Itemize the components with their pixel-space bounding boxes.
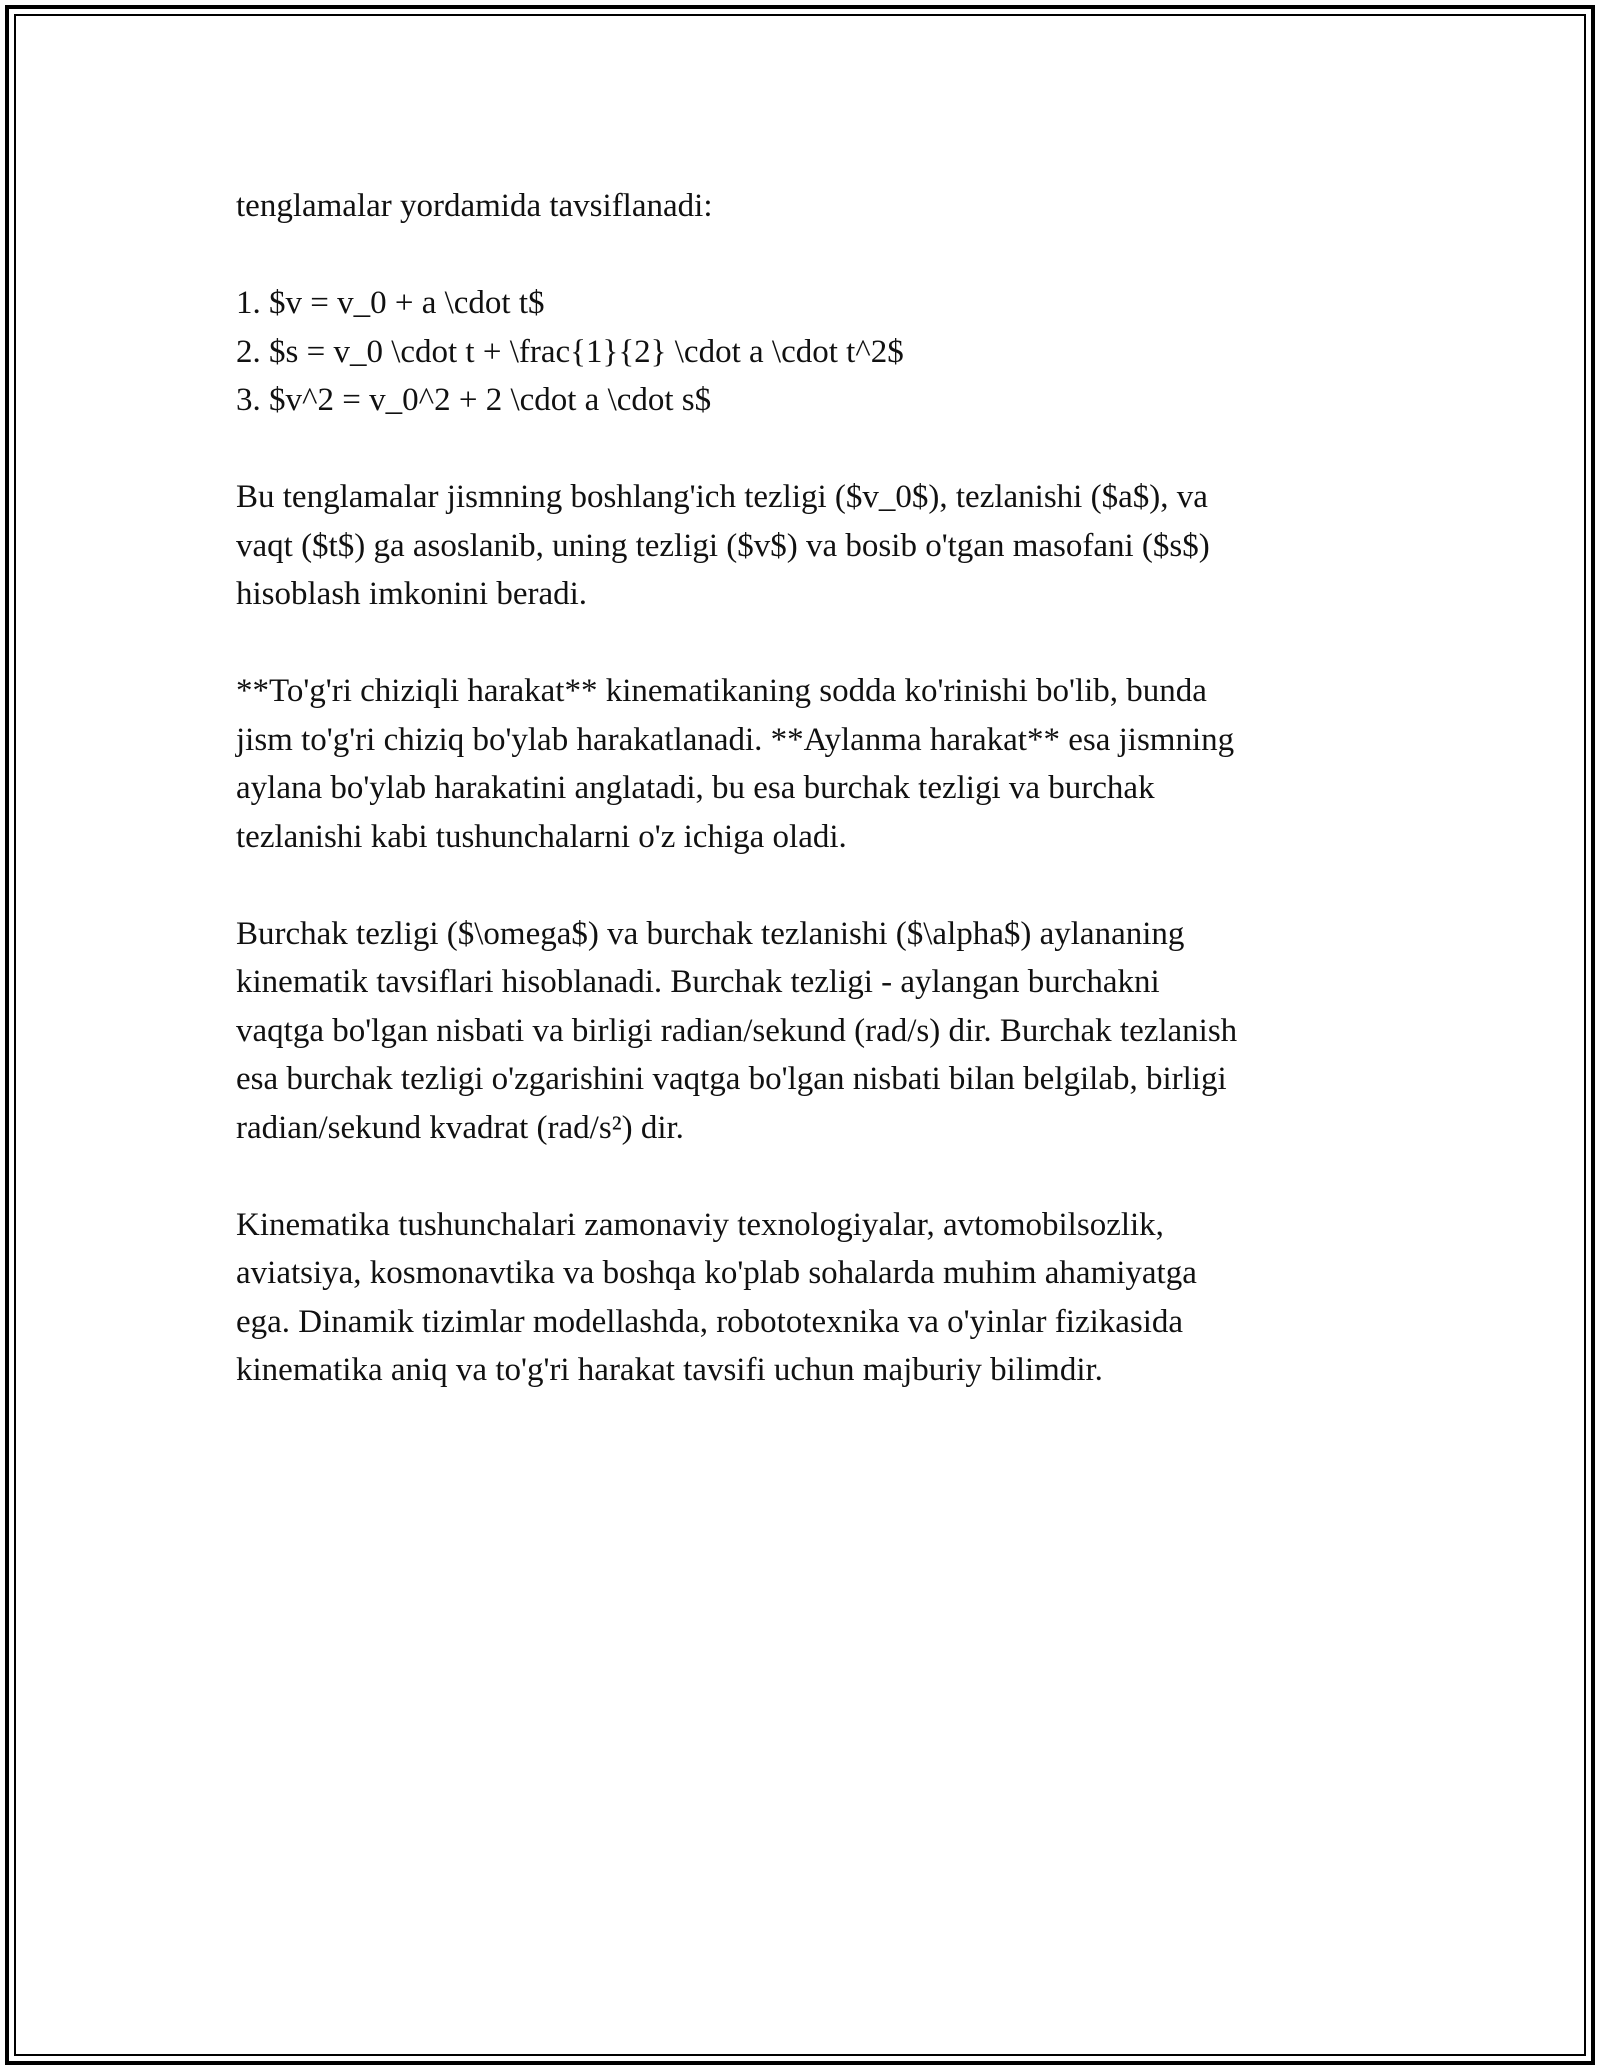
equation-3: 3. $v^2 = v_0^2 + 2 \cdot a \cdot s$ [236,382,712,418]
equations-list [236,279,1356,425]
text-line: esa burchak tezligi o'zgarishini vaqtga bo'lgan nisbati bilan belgilab, birligi [236,1061,1227,1097]
text-line: Burchak tezligi ($\omega$) va burchak tezlanishi ($\alpha$) aylananing [236,915,1185,952]
paragraph-equations-explanation [236,473,1356,619]
text-line: jism to'g'ri chiziq bo'ylab harakatlanadi. **Aylanma harakat** esa jismning [236,721,1235,758]
document-body [236,182,1356,1443]
intro-paragraph [236,182,1356,231]
text-line: ega. Dinamik tizimlar modellashda, robototexnika va o'yinlar fizikasida [236,1303,1184,1340]
text-line: radian/sekund kvadrat (rad/s²) dir. [236,1109,684,1146]
paragraph-angular-quantities [236,910,1356,1153]
text-line: tezlanishi kabi tushunchalarni o'z ichiga oladi. [236,818,847,855]
text-line: Bu tenglamalar jismning boshlang'ich tezligi ($v_0$), tezlanishi ($a$), va [236,479,1208,515]
equation-2: 2. $s = v_0 \cdot t + \frac{1}{2} \cdot a \cdot t^2$ [236,333,904,370]
intro-line: tenglamalar yordamida tavsiflanadi: [236,188,713,224]
paragraph-motion-types [236,667,1356,861]
text-line: aylana bo'ylab harakatini anglatadi, bu esa burchak tezligi va burchak [236,770,1155,806]
text-line: aviatsiya, kosmonavtika va boshqa ko'plab sohalarda muhim ahamiyatga [236,1255,1197,1291]
text-line: Kinematika tushunchalari zamonaviy texnologiyalar, avtomobilsozlik, [236,1206,1164,1243]
text-line: kinematika aniq va to'g'ri harakat tavsifi uchun majburiy bilimdir. [236,1352,1103,1388]
text-line: vaqtga bo'lgan nisbati va birligi radian/sekund (rad/s) dir. Burchak tezlanish [236,1012,1238,1049]
text-line: vaqt ($t$) ga asoslanib, uning tezligi ($v$) va bosib o'tgan masofani ($s$) [236,527,1210,564]
paragraph-applications [236,1201,1356,1395]
text-line: hisoblash imkonini beradi. [236,576,588,612]
text-line: **To'g'ri chiziqli harakat** kinematikaning sodda ko'rinishi bo'lib, bunda [236,673,1207,709]
text-line: kinematik tavsiflari hisoblanadi. Burchak tezligi - aylangan burchakni [236,964,1160,1000]
equation-1: 1. $v = v_0 + a \cdot t$ [236,285,545,321]
